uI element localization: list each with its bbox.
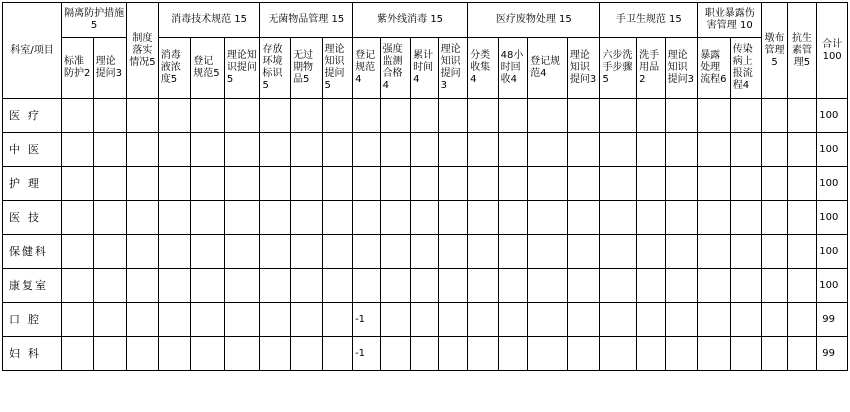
score-cell xyxy=(93,269,127,303)
dept-name-cell: 医技 xyxy=(3,201,62,235)
score-cell xyxy=(380,235,411,269)
score-cell xyxy=(698,99,731,133)
score-cell xyxy=(637,235,666,269)
sub-header: 累计时间4 xyxy=(411,38,438,99)
score-cell xyxy=(730,201,762,235)
score-cell xyxy=(411,235,438,269)
score-cell xyxy=(665,167,698,201)
score-cell xyxy=(787,235,817,269)
uv-log-deduction-cell xyxy=(353,235,380,269)
score-cell xyxy=(762,235,787,269)
dept-name-cell: 中医 xyxy=(3,133,62,167)
score-cell xyxy=(438,99,468,133)
score-cell xyxy=(600,167,637,201)
score-cell xyxy=(411,167,438,201)
score-cell xyxy=(322,133,353,167)
score-cell xyxy=(498,269,528,303)
sub-header: 登记规范4 xyxy=(528,38,568,99)
score-cell xyxy=(468,133,499,167)
sub-header: 强度监测合格4 xyxy=(380,38,411,99)
score-cell xyxy=(762,337,787,371)
score-cell xyxy=(665,337,698,371)
score-cell xyxy=(260,167,291,201)
score-cell xyxy=(698,235,731,269)
score-cell xyxy=(260,269,291,303)
score-cell xyxy=(665,99,698,133)
score-cell xyxy=(567,235,600,269)
score-cell xyxy=(322,303,353,337)
score-cell xyxy=(224,99,260,133)
table-row xyxy=(3,337,848,371)
score-cell xyxy=(730,133,762,167)
sub-header: 理论知识提问3 xyxy=(665,38,698,99)
score-cell xyxy=(62,99,94,133)
dept-name-cell: 妇科 xyxy=(3,337,62,371)
score-cell xyxy=(730,303,762,337)
score-cell xyxy=(498,201,528,235)
uv-log-deduction-cell xyxy=(353,99,380,133)
score-cell xyxy=(191,269,225,303)
group-header-waste: 医疗废物处理 15 xyxy=(468,3,600,38)
sub-header: 理论知识提问5 xyxy=(322,38,353,99)
score-cell xyxy=(665,201,698,235)
score-cell xyxy=(468,235,499,269)
score-cell xyxy=(665,235,698,269)
score-cell xyxy=(468,99,499,133)
score-cell xyxy=(260,337,291,371)
score-cell xyxy=(665,303,698,337)
score-cell xyxy=(380,201,411,235)
sub-header: 理论提问3 xyxy=(93,38,127,99)
score-cell xyxy=(665,269,698,303)
score-cell xyxy=(787,269,817,303)
score-cell xyxy=(291,99,323,133)
score-cell xyxy=(93,235,127,269)
score-cell xyxy=(528,167,568,201)
score-cell xyxy=(158,201,191,235)
score-cell xyxy=(322,269,353,303)
score-cell xyxy=(600,303,637,337)
score-cell xyxy=(322,201,353,235)
dept-name-cell: 康复室 xyxy=(3,269,62,303)
score-cell xyxy=(62,133,94,167)
total-score-cell: 100 xyxy=(817,269,848,303)
score-cell xyxy=(191,133,225,167)
score-cell xyxy=(698,133,731,167)
score-cell xyxy=(93,167,127,201)
group-header-sterile: 无菌物品管理 15 xyxy=(260,3,353,38)
score-cell xyxy=(224,167,260,201)
score-cell xyxy=(637,337,666,371)
score-cell xyxy=(260,303,291,337)
score-cell xyxy=(291,269,323,303)
score-cell xyxy=(730,337,762,371)
score-cell xyxy=(260,99,291,133)
score-cell xyxy=(411,269,438,303)
score-cell xyxy=(567,201,600,235)
score-cell xyxy=(291,303,323,337)
score-cell xyxy=(438,303,468,337)
table-row xyxy=(3,201,848,235)
score-cell xyxy=(93,201,127,235)
group-header-isolation: 隔离防护措施5 xyxy=(62,3,127,38)
group-header-antibiotic: 抗生素管理5 xyxy=(787,3,817,99)
score-cell xyxy=(730,235,762,269)
score-cell xyxy=(191,235,225,269)
score-cell xyxy=(411,133,438,167)
score-cell xyxy=(224,269,260,303)
total-score-cell: 100 xyxy=(817,201,848,235)
score-cell xyxy=(158,337,191,371)
score-cell xyxy=(191,99,225,133)
total-score-cell: 100 xyxy=(817,167,848,201)
score-cell xyxy=(411,201,438,235)
group-header-total: 合计100 xyxy=(817,3,848,99)
sub-header: 登记规范5 xyxy=(191,38,225,99)
score-cell xyxy=(637,133,666,167)
score-cell xyxy=(62,303,94,337)
score-cell xyxy=(158,167,191,201)
score-cell xyxy=(224,337,260,371)
score-cell xyxy=(93,133,127,167)
score-cell xyxy=(62,269,94,303)
score-cell xyxy=(411,99,438,133)
table-row xyxy=(3,167,848,201)
total-score-cell: 100 xyxy=(817,235,848,269)
total-score-cell: 99 xyxy=(817,303,848,337)
score-cell xyxy=(224,303,260,337)
score-cell xyxy=(528,133,568,167)
table-body xyxy=(3,99,848,371)
score-cell xyxy=(411,303,438,337)
score-cell xyxy=(322,99,353,133)
sub-header: 理论知识提问3 xyxy=(438,38,468,99)
score-cell xyxy=(528,99,568,133)
score-cell xyxy=(260,133,291,167)
group-header-system: 制度落实情况5 xyxy=(127,3,159,99)
uv-log-deduction-cell xyxy=(353,167,380,201)
sub-header: 六步洗手步骤5 xyxy=(600,38,637,99)
table-row xyxy=(3,99,848,133)
total-score-cell: 99 xyxy=(817,337,848,371)
score-cell xyxy=(380,337,411,371)
score-cell xyxy=(567,337,600,371)
score-cell xyxy=(380,99,411,133)
score-cell xyxy=(567,133,600,167)
score-cell xyxy=(158,235,191,269)
uv-log-deduction-cell: -1 xyxy=(353,337,380,371)
score-cell xyxy=(787,303,817,337)
score-cell xyxy=(528,269,568,303)
score-cell xyxy=(438,133,468,167)
score-cell xyxy=(468,269,499,303)
score-cell xyxy=(158,303,191,337)
score-cell xyxy=(127,201,159,235)
score-cell xyxy=(498,235,528,269)
score-cell xyxy=(730,167,762,201)
table-row xyxy=(3,133,848,167)
score-cell xyxy=(730,269,762,303)
score-cell xyxy=(438,269,468,303)
score-cell xyxy=(468,303,499,337)
score-cell xyxy=(787,99,817,133)
score-cell xyxy=(528,337,568,371)
score-cell xyxy=(787,133,817,167)
uv-log-deduction-cell xyxy=(353,201,380,235)
table-row xyxy=(3,269,848,303)
sub-header: 理论知识提问3 xyxy=(567,38,600,99)
score-cell xyxy=(637,201,666,235)
score-cell xyxy=(191,167,225,201)
uv-log-deduction-cell xyxy=(353,269,380,303)
score-cell xyxy=(291,133,323,167)
table-row xyxy=(3,235,848,269)
score-cell xyxy=(698,167,731,201)
score-cell xyxy=(498,99,528,133)
group-header-uv: 紫外线消毒 15 xyxy=(353,3,468,38)
score-cell xyxy=(438,167,468,201)
score-cell xyxy=(600,235,637,269)
sub-header: 分类收集4 xyxy=(468,38,499,99)
score-cell xyxy=(567,99,600,133)
header-row-groups xyxy=(3,3,848,38)
uv-log-deduction-cell: -1 xyxy=(353,303,380,337)
score-cell xyxy=(224,133,260,167)
group-header-occupational: 职业暴露伤害管理 10 xyxy=(698,3,762,38)
score-cell xyxy=(93,303,127,337)
score-cell xyxy=(322,235,353,269)
score-cell xyxy=(127,303,159,337)
sub-header: 标准防护2 xyxy=(62,38,94,99)
sub-header: 洗手用品2 xyxy=(637,38,666,99)
dept-column-header: 科室/项目 xyxy=(3,3,62,99)
score-cell xyxy=(93,337,127,371)
score-cell xyxy=(127,235,159,269)
dept-name-cell: 保健科 xyxy=(3,235,62,269)
score-cell xyxy=(468,167,499,201)
score-cell xyxy=(380,133,411,167)
score-cell xyxy=(260,235,291,269)
table-row xyxy=(3,303,848,337)
score-cell xyxy=(438,337,468,371)
score-cell xyxy=(600,133,637,167)
group-header-disinfection: 消毒技术规范 15 xyxy=(158,3,260,38)
score-cell xyxy=(62,235,94,269)
score-cell xyxy=(322,337,353,371)
score-table xyxy=(2,2,848,371)
score-cell xyxy=(380,269,411,303)
score-cell xyxy=(762,269,787,303)
sub-header: 消毒液浓度5 xyxy=(158,38,191,99)
score-cell xyxy=(762,201,787,235)
score-cell xyxy=(127,99,159,133)
score-cell xyxy=(787,201,817,235)
score-cell xyxy=(762,167,787,201)
dept-name-cell: 护理 xyxy=(3,167,62,201)
total-score-cell: 100 xyxy=(817,133,848,167)
score-cell xyxy=(468,201,499,235)
score-cell xyxy=(191,201,225,235)
score-cell xyxy=(762,99,787,133)
score-cell xyxy=(528,303,568,337)
score-cell xyxy=(730,99,762,133)
total-score-cell: 100 xyxy=(817,99,848,133)
sub-header: 传染病上报流程4 xyxy=(730,38,762,99)
score-cell xyxy=(158,99,191,133)
score-cell xyxy=(291,337,323,371)
score-cell xyxy=(380,303,411,337)
score-cell xyxy=(127,133,159,167)
dept-name-cell: 医疗 xyxy=(3,99,62,133)
score-cell xyxy=(158,269,191,303)
score-cell xyxy=(665,133,698,167)
score-cell xyxy=(438,201,468,235)
score-cell xyxy=(411,337,438,371)
score-cell xyxy=(291,167,323,201)
sub-header: 48小时回收4 xyxy=(498,38,528,99)
uv-log-deduction-cell xyxy=(353,133,380,167)
score-cell xyxy=(600,269,637,303)
score-cell xyxy=(600,337,637,371)
score-cell xyxy=(567,167,600,201)
score-cell xyxy=(260,201,291,235)
sub-header: 无过期物品5 xyxy=(291,38,323,99)
score-cell xyxy=(698,337,731,371)
score-cell xyxy=(567,303,600,337)
score-cell xyxy=(698,303,731,337)
sub-header: 暴露处理流程6 xyxy=(698,38,731,99)
score-cell xyxy=(127,269,159,303)
score-cell xyxy=(62,337,94,371)
score-cell xyxy=(787,337,817,371)
score-cell xyxy=(698,269,731,303)
score-cell xyxy=(62,167,94,201)
score-cell xyxy=(380,167,411,201)
group-header-mop: 墩布管理5 xyxy=(762,3,787,99)
score-cell xyxy=(637,99,666,133)
score-cell xyxy=(637,303,666,337)
sub-header: 存放环境标识5 xyxy=(260,38,291,99)
sub-header: 理论知识提问5 xyxy=(224,38,260,99)
dept-name-cell: 口腔 xyxy=(3,303,62,337)
group-header-hand-hygiene: 手卫生规范 15 xyxy=(600,3,698,38)
score-cell xyxy=(468,337,499,371)
score-cell xyxy=(498,303,528,337)
score-cell xyxy=(224,201,260,235)
score-cell xyxy=(322,167,353,201)
score-cell xyxy=(127,167,159,201)
score-cell xyxy=(498,167,528,201)
score-cell xyxy=(62,201,94,235)
score-cell xyxy=(438,235,468,269)
score-cell xyxy=(528,235,568,269)
score-cell xyxy=(158,133,191,167)
score-cell xyxy=(291,235,323,269)
score-cell xyxy=(762,133,787,167)
score-cell xyxy=(567,269,600,303)
score-cell xyxy=(600,99,637,133)
score-cell xyxy=(637,167,666,201)
score-cell xyxy=(600,201,637,235)
score-cell xyxy=(528,201,568,235)
score-cell xyxy=(224,235,260,269)
score-cell xyxy=(191,303,225,337)
score-cell xyxy=(127,337,159,371)
score-cell xyxy=(787,167,817,201)
score-cell xyxy=(191,337,225,371)
score-cell xyxy=(291,201,323,235)
score-cell xyxy=(762,303,787,337)
score-cell xyxy=(637,269,666,303)
score-cell xyxy=(498,133,528,167)
score-cell xyxy=(498,337,528,371)
score-cell xyxy=(93,99,127,133)
sub-header: 登记规范4 xyxy=(353,38,380,99)
score-cell xyxy=(698,201,731,235)
